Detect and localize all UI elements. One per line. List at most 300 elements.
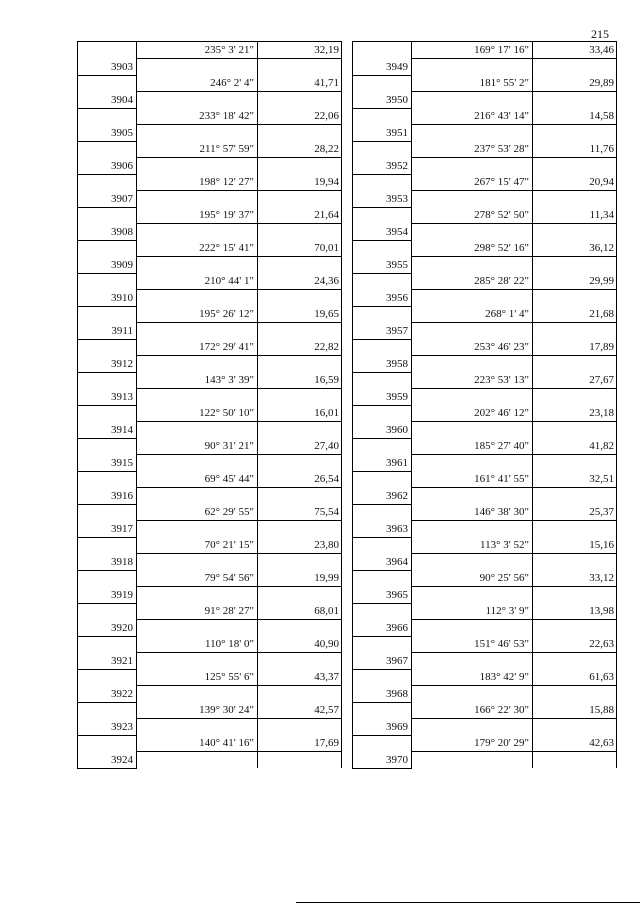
angle-spacer xyxy=(137,620,258,637)
table-row xyxy=(353,141,617,158)
angle-value: 140° 41' 16" xyxy=(137,735,258,752)
point-spacer xyxy=(353,471,412,488)
point-number: 3970 xyxy=(353,752,412,769)
angle-spacer xyxy=(412,323,533,340)
distance-spacer xyxy=(258,59,342,76)
distance-value: 29,99 xyxy=(533,273,617,290)
table-row xyxy=(78,702,342,719)
distance-value: 40,90 xyxy=(258,636,342,653)
distance-value: 29,89 xyxy=(533,75,617,92)
angle-spacer xyxy=(412,521,533,538)
angle-value: 139° 30' 24" xyxy=(137,702,258,719)
distance-spacer xyxy=(533,686,617,703)
table-row xyxy=(353,257,617,274)
angle-value: 202° 46' 12" xyxy=(412,405,533,422)
table-row xyxy=(353,125,617,142)
angle-value: 183° 42' 9" xyxy=(412,669,533,686)
table-row xyxy=(353,521,617,538)
distance-value: 26,54 xyxy=(258,471,342,488)
distance-spacer xyxy=(258,653,342,670)
distance-spacer xyxy=(533,290,617,307)
table-row xyxy=(353,570,617,587)
distance-spacer xyxy=(258,290,342,307)
angle-spacer xyxy=(137,158,258,175)
point-number: 3968 xyxy=(353,686,412,703)
table-row xyxy=(78,686,342,703)
point-spacer xyxy=(78,372,137,389)
distance-value: 16,01 xyxy=(258,405,342,422)
distance-spacer xyxy=(533,158,617,175)
footer-rule xyxy=(296,902,640,903)
point-spacer xyxy=(353,603,412,620)
distance-value: 16,59 xyxy=(258,372,342,389)
point-number: 3953 xyxy=(353,191,412,208)
table-row xyxy=(78,405,342,422)
table-row xyxy=(78,174,342,191)
table-row xyxy=(78,636,342,653)
table-row xyxy=(78,752,342,769)
distance-value: 41,82 xyxy=(533,438,617,455)
table-row xyxy=(353,735,617,752)
point-number: 3965 xyxy=(353,587,412,604)
angle-value: 70° 21' 15" xyxy=(137,537,258,554)
angle-spacer xyxy=(412,488,533,505)
angle-value: 62° 29' 55" xyxy=(137,504,258,521)
point-number: 3916 xyxy=(78,488,137,505)
table-row xyxy=(353,471,617,488)
point-number: 3914 xyxy=(78,422,137,439)
distance-value: 22,06 xyxy=(258,108,342,125)
distance-spacer xyxy=(533,554,617,571)
angle-value: 91° 28' 27" xyxy=(137,603,258,620)
distance-value: 23,80 xyxy=(258,537,342,554)
distance-spacer xyxy=(533,752,617,769)
angle-spacer xyxy=(137,191,258,208)
point-number: 3954 xyxy=(353,224,412,241)
point-spacer xyxy=(353,570,412,587)
angle-value: 285° 28' 22" xyxy=(412,273,533,290)
point-spacer xyxy=(353,405,412,422)
angle-value: 172° 29' 41" xyxy=(137,339,258,356)
distance-value: 13,98 xyxy=(533,603,617,620)
point-spacer xyxy=(353,735,412,752)
point-number: 3909 xyxy=(78,257,137,274)
angle-value: 151° 46' 53" xyxy=(412,636,533,653)
distance-spacer xyxy=(258,455,342,472)
table-row xyxy=(353,207,617,224)
angle-value: 90° 25' 56" xyxy=(412,570,533,587)
point-spacer xyxy=(78,735,137,752)
point-number: 3958 xyxy=(353,356,412,373)
point-number: 3963 xyxy=(353,521,412,538)
point-number: 3961 xyxy=(353,455,412,472)
distance-value: 17,69 xyxy=(258,735,342,752)
distance-spacer xyxy=(533,125,617,142)
point-number: 3924 xyxy=(78,752,137,769)
table-row xyxy=(78,488,342,505)
distance-spacer xyxy=(258,719,342,736)
point-spacer xyxy=(353,75,412,92)
distance-spacer xyxy=(533,257,617,274)
table-row xyxy=(78,521,342,538)
angle-spacer xyxy=(137,389,258,406)
table-row xyxy=(78,240,342,257)
table-row xyxy=(353,537,617,554)
point-spacer xyxy=(353,207,412,224)
distance-value: 21,68 xyxy=(533,306,617,323)
distance-value: 42,63 xyxy=(533,735,617,752)
angle-value: 246° 2' 4" xyxy=(137,75,258,92)
angle-spacer xyxy=(412,257,533,274)
distance-spacer xyxy=(258,356,342,373)
distance-spacer xyxy=(533,488,617,505)
angle-value: 185° 27' 40" xyxy=(412,438,533,455)
table-row xyxy=(78,290,342,307)
table-row xyxy=(353,290,617,307)
angle-value: 253° 46' 23" xyxy=(412,339,533,356)
point-number: 3913 xyxy=(78,389,137,406)
table-row xyxy=(78,389,342,406)
table-row xyxy=(353,224,617,241)
page-number: 215 xyxy=(591,27,609,41)
point-number: 3962 xyxy=(353,488,412,505)
table-row xyxy=(353,108,617,125)
angle-spacer xyxy=(412,455,533,472)
point-number: 3967 xyxy=(353,653,412,670)
point-spacer xyxy=(78,108,137,125)
table-row xyxy=(353,372,617,389)
angle-value: 233° 18' 42" xyxy=(137,108,258,125)
distance-value: 19,99 xyxy=(258,570,342,587)
table-row xyxy=(78,339,342,356)
table-row xyxy=(78,603,342,620)
table-row xyxy=(78,372,342,389)
point-number: 3960 xyxy=(353,422,412,439)
table-row xyxy=(353,719,617,736)
point-spacer xyxy=(78,240,137,257)
distance-spacer xyxy=(258,620,342,637)
distance-value: 27,40 xyxy=(258,438,342,455)
distance-spacer xyxy=(258,92,342,109)
angle-spacer xyxy=(137,59,258,76)
point-number: 3917 xyxy=(78,521,137,538)
angle-spacer xyxy=(412,422,533,439)
angle-value: 179° 20' 29" xyxy=(412,735,533,752)
table-row xyxy=(78,653,342,670)
distance-value: 70,01 xyxy=(258,240,342,257)
point-number: 3912 xyxy=(78,356,137,373)
angle-value: 69° 45' 44" xyxy=(137,471,258,488)
angle-spacer xyxy=(137,653,258,670)
table-row xyxy=(353,339,617,356)
angle-spacer xyxy=(412,752,533,769)
distance-spacer xyxy=(533,323,617,340)
table-row xyxy=(78,108,342,125)
point-number: 3905 xyxy=(78,125,137,142)
point-spacer xyxy=(353,141,412,158)
point-number: 3923 xyxy=(78,719,137,736)
distance-value: 25,37 xyxy=(533,504,617,521)
point-number: 3921 xyxy=(78,653,137,670)
distance-spacer xyxy=(258,686,342,703)
angle-spacer xyxy=(137,752,258,769)
angle-value: 298° 52' 16" xyxy=(412,240,533,257)
point-spacer xyxy=(353,174,412,191)
distance-spacer xyxy=(533,92,617,109)
angle-spacer xyxy=(412,191,533,208)
point-spacer xyxy=(78,141,137,158)
angle-spacer xyxy=(412,224,533,241)
point-spacer xyxy=(353,273,412,290)
coordinate-table-left xyxy=(77,41,342,769)
point-number: 3957 xyxy=(353,323,412,340)
table-row xyxy=(78,620,342,637)
point-number: 3951 xyxy=(353,125,412,142)
point-spacer xyxy=(353,240,412,257)
angle-spacer xyxy=(137,224,258,241)
angle-value: 146° 38' 30" xyxy=(412,504,533,521)
distance-spacer xyxy=(533,521,617,538)
point-number: 3918 xyxy=(78,554,137,571)
distance-value: 15,16 xyxy=(533,537,617,554)
table-row xyxy=(78,735,342,752)
distance-spacer xyxy=(533,356,617,373)
distance-spacer xyxy=(258,521,342,538)
point-number: 3959 xyxy=(353,389,412,406)
angle-value: 237° 53' 28" xyxy=(412,141,533,158)
angle-spacer xyxy=(137,125,258,142)
angle-spacer xyxy=(412,587,533,604)
distance-spacer xyxy=(258,257,342,274)
point-spacer xyxy=(78,174,137,191)
table-row xyxy=(353,356,617,373)
angle-spacer xyxy=(412,719,533,736)
angle-spacer xyxy=(412,686,533,703)
table-row xyxy=(78,75,342,92)
distance-value: 41,71 xyxy=(258,75,342,92)
angle-spacer xyxy=(137,686,258,703)
point-spacer xyxy=(78,570,137,587)
point-spacer xyxy=(78,339,137,356)
table-row xyxy=(78,125,342,142)
angle-spacer xyxy=(412,92,533,109)
table-row xyxy=(78,158,342,175)
distance-spacer xyxy=(533,224,617,241)
angle-value: 222° 15' 41" xyxy=(137,240,258,257)
point-number: 3906 xyxy=(78,158,137,175)
table-row xyxy=(78,422,342,439)
point-spacer xyxy=(78,537,137,554)
table-row xyxy=(78,257,342,274)
angle-spacer xyxy=(137,719,258,736)
point-spacer xyxy=(78,669,137,686)
table-row xyxy=(78,42,342,59)
point-spacer xyxy=(353,108,412,125)
distance-spacer xyxy=(533,620,617,637)
table-row xyxy=(78,570,342,587)
angle-value: 169° 17' 16" xyxy=(412,42,533,59)
distance-value: 11,76 xyxy=(533,141,617,158)
point-number: 3949 xyxy=(353,59,412,76)
distance-value: 15,88 xyxy=(533,702,617,719)
table-row xyxy=(78,306,342,323)
table-row xyxy=(78,92,342,109)
distance-spacer xyxy=(258,554,342,571)
table-row xyxy=(353,273,617,290)
table-row xyxy=(353,603,617,620)
point-spacer xyxy=(353,636,412,653)
angle-value: 278° 52' 50" xyxy=(412,207,533,224)
point-number: 3966 xyxy=(353,620,412,637)
distance-spacer xyxy=(533,653,617,670)
table-row xyxy=(353,669,617,686)
point-spacer xyxy=(78,636,137,653)
angle-spacer xyxy=(137,587,258,604)
table-row xyxy=(353,405,617,422)
angle-value: 125° 55' 6" xyxy=(137,669,258,686)
distance-value: 19,65 xyxy=(258,306,342,323)
table-row xyxy=(78,719,342,736)
point-number: 3919 xyxy=(78,587,137,604)
angle-spacer xyxy=(137,323,258,340)
table-row xyxy=(78,455,342,472)
table-row xyxy=(353,504,617,521)
point-spacer xyxy=(78,702,137,719)
angle-spacer xyxy=(412,554,533,571)
angle-spacer xyxy=(137,488,258,505)
distance-spacer xyxy=(258,125,342,142)
table-row xyxy=(78,504,342,521)
distance-value: 19,94 xyxy=(258,174,342,191)
distance-value: 43,37 xyxy=(258,669,342,686)
angle-spacer xyxy=(412,620,533,637)
point-number: 3950 xyxy=(353,92,412,109)
angle-spacer xyxy=(412,389,533,406)
distance-value: 75,54 xyxy=(258,504,342,521)
table-row xyxy=(353,59,617,76)
angle-value: 223° 53' 13" xyxy=(412,372,533,389)
point-number: 3907 xyxy=(78,191,137,208)
angle-value: 268° 1' 4" xyxy=(412,306,533,323)
angle-spacer xyxy=(137,554,258,571)
angle-value: 210° 44' 1" xyxy=(137,273,258,290)
table-row xyxy=(353,752,617,769)
coordinate-table-right xyxy=(352,41,617,769)
table-row xyxy=(353,75,617,92)
point-spacer xyxy=(353,438,412,455)
table-row xyxy=(353,488,617,505)
point-spacer xyxy=(78,306,137,323)
table-row xyxy=(353,422,617,439)
angle-value: 181° 55' 2" xyxy=(412,75,533,92)
angle-value: 198° 12' 27" xyxy=(137,174,258,191)
table-row xyxy=(78,224,342,241)
point-spacer xyxy=(78,75,137,92)
distance-value: 42,57 xyxy=(258,702,342,719)
table-row xyxy=(78,207,342,224)
angle-value: 195° 19' 37" xyxy=(137,207,258,224)
distance-spacer xyxy=(258,752,342,769)
angle-value: 267° 15' 47" xyxy=(412,174,533,191)
angle-value: 211° 57' 59" xyxy=(137,141,258,158)
angle-spacer xyxy=(412,356,533,373)
table-row xyxy=(353,42,617,59)
point-spacer xyxy=(78,273,137,290)
table-row xyxy=(353,191,617,208)
table-row xyxy=(353,653,617,670)
table-row xyxy=(353,174,617,191)
table-row xyxy=(78,141,342,158)
table-row xyxy=(78,471,342,488)
distance-value: 24,36 xyxy=(258,273,342,290)
distance-spacer xyxy=(258,191,342,208)
point-number: 3903 xyxy=(78,59,137,76)
table-row xyxy=(353,323,617,340)
table-row xyxy=(353,620,617,637)
distance-value: 32,51 xyxy=(533,471,617,488)
point-number: 3920 xyxy=(78,620,137,637)
angle-spacer xyxy=(412,653,533,670)
distance-value: 33,12 xyxy=(533,570,617,587)
distance-spacer xyxy=(258,587,342,604)
table-row xyxy=(353,636,617,653)
angle-spacer xyxy=(137,257,258,274)
table-row xyxy=(353,438,617,455)
table-row xyxy=(78,554,342,571)
point-number: 3964 xyxy=(353,554,412,571)
table-row xyxy=(78,587,342,604)
point-number: 3955 xyxy=(353,257,412,274)
table-row xyxy=(353,554,617,571)
distance-spacer xyxy=(533,719,617,736)
distance-value: 36,12 xyxy=(533,240,617,257)
distance-spacer xyxy=(533,587,617,604)
table-row xyxy=(78,323,342,340)
distance-spacer xyxy=(533,422,617,439)
point-spacer xyxy=(353,339,412,356)
table-row xyxy=(78,537,342,554)
distance-value: 28,22 xyxy=(258,141,342,158)
table-row xyxy=(353,455,617,472)
table-row xyxy=(78,191,342,208)
angle-value: 110° 18' 0" xyxy=(137,636,258,653)
angle-value: 195° 26' 12" xyxy=(137,306,258,323)
distance-spacer xyxy=(258,158,342,175)
distance-value: 68,01 xyxy=(258,603,342,620)
angle-value: 161° 41' 55" xyxy=(412,471,533,488)
point-spacer xyxy=(78,603,137,620)
distance-value: 11,34 xyxy=(533,207,617,224)
point-number: 3922 xyxy=(78,686,137,703)
point-spacer xyxy=(78,504,137,521)
table-row xyxy=(353,587,617,604)
distance-spacer xyxy=(258,224,342,241)
distance-spacer xyxy=(533,59,617,76)
angle-spacer xyxy=(137,356,258,373)
point-spacer xyxy=(353,702,412,719)
point-spacer xyxy=(78,42,137,59)
angle-value: 143° 3' 39" xyxy=(137,372,258,389)
angle-spacer xyxy=(137,92,258,109)
distance-spacer xyxy=(533,191,617,208)
table-row xyxy=(353,92,617,109)
angle-value: 216° 43' 14" xyxy=(412,108,533,125)
angle-value: 79° 54' 56" xyxy=(137,570,258,587)
distance-value: 22,82 xyxy=(258,339,342,356)
distance-value: 33,46 xyxy=(533,42,617,59)
point-spacer xyxy=(78,438,137,455)
distance-spacer xyxy=(533,389,617,406)
